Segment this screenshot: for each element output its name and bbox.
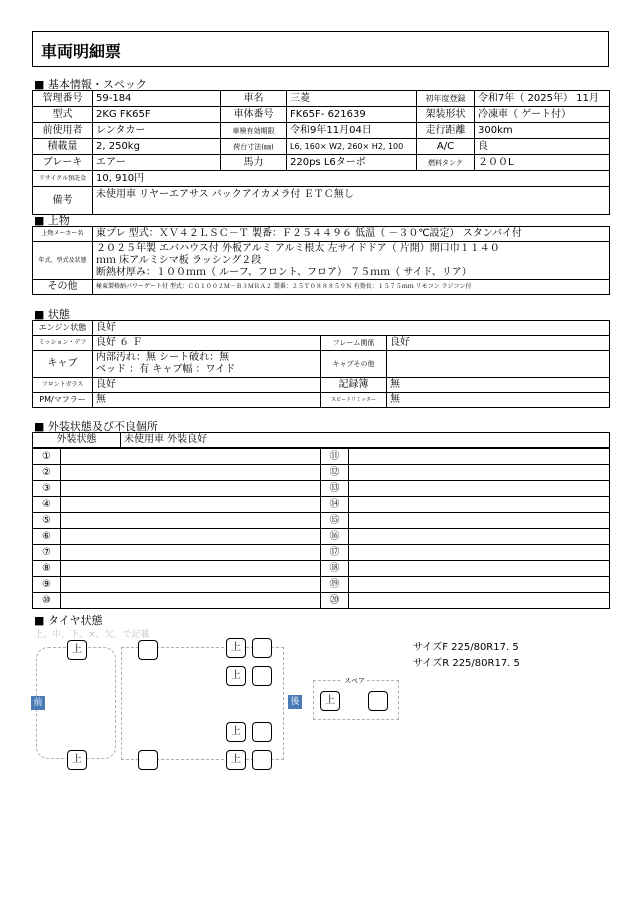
exterior-defect-note	[349, 465, 610, 481]
exterior-defect-number: ⑦	[33, 545, 61, 561]
exterior-defect-note	[349, 529, 610, 545]
exterior-defect-row	[33, 513, 610, 529]
capacity-value: 2, 250kg	[93, 139, 221, 155]
pm-label: PM/マフラー	[33, 393, 93, 408]
condition-table	[32, 320, 610, 408]
exterior-defect-number: ⑭	[321, 497, 349, 513]
cab-other-label: キャブその他	[321, 351, 387, 378]
cab-value	[93, 351, 321, 378]
exterior-defect-number: ⑨	[33, 577, 61, 593]
exterior-defect-note	[61, 497, 321, 513]
exterior-defect-row	[33, 593, 610, 609]
tire-spare-2[interactable]	[368, 691, 388, 711]
tire-rear-left-inner-2[interactable]	[252, 666, 272, 686]
exterior-defect-number: ⑥	[33, 529, 61, 545]
notes-value: 未使用車 リヤーエアサス バックアイカメラ付 ＥＴＣ無し	[93, 187, 610, 215]
inspection-value: 令和9年11月04日	[287, 123, 417, 139]
exterior-defect-number: ⑤	[33, 513, 61, 529]
exterior-defect-note	[349, 513, 610, 529]
tire-rear-left-inner[interactable]: 上	[226, 666, 246, 686]
body-type-label: 架装形状	[417, 107, 475, 123]
front-marker: 前	[31, 696, 45, 710]
exterior-defect-note	[349, 577, 610, 593]
tire-rear-right-outer[interactable]: 上	[226, 750, 246, 770]
section-condition-heading: ■ 状態	[34, 308, 70, 321]
exterior-defect-number: ⑫	[321, 465, 349, 481]
exterior-defect-note	[61, 465, 321, 481]
chassis-label: 車体番号	[221, 107, 287, 123]
exterior-defect-row	[33, 481, 610, 497]
prev-user-label: 前使用者	[33, 123, 93, 139]
model-value: 2KG FK65F	[93, 107, 221, 123]
body-other-label: その他	[33, 280, 93, 295]
body-year-line2: ｍｍ 床アルミシマ板 ラッシング２段	[96, 254, 262, 266]
exterior-defect-number: ⑮	[321, 513, 349, 529]
mileage-value: 300km	[475, 123, 610, 139]
bed-outline	[121, 647, 284, 760]
exterior-defect-number: ③	[33, 481, 61, 497]
body-table	[32, 226, 610, 295]
notes-label: 備考	[33, 187, 93, 215]
record-label: 記録簿	[321, 378, 387, 393]
ac-label: A/C	[417, 139, 475, 155]
recycle-label: リサイクル預託金	[33, 171, 93, 187]
spare-label: スペア	[344, 677, 365, 685]
exterior-value: 未使用車 外装良好	[121, 433, 610, 448]
body-year-label: 年式、型式及状態	[33, 242, 93, 280]
bed-size-label: 荷台寸法(㎜)	[221, 139, 287, 155]
tire-front-left[interactable]: 上	[67, 640, 87, 660]
mission-value: 良好 ６ Ｆ	[93, 336, 321, 351]
exterior-defect-number: ⑯	[321, 529, 349, 545]
fuel-label: 燃料タンク	[417, 155, 475, 171]
exterior-defect-number: ⑱	[321, 561, 349, 577]
exterior-defect-grid	[32, 448, 610, 609]
body-type-value: 冷凍車（ ゲート付）	[475, 107, 610, 123]
inspection-label: 車検有効期限	[221, 123, 287, 139]
exterior-defect-row	[33, 449, 610, 465]
brake-label: ブレーキ	[33, 155, 93, 171]
ac-value: 良	[475, 139, 610, 155]
exterior-label: 外装状態	[33, 433, 121, 448]
section-body-heading: ■ 上物	[34, 214, 70, 227]
chassis-value: FK65F- 621639	[287, 107, 417, 123]
body-maker-label: 上物メーカー名	[33, 227, 93, 242]
exterior-defect-note	[349, 593, 610, 609]
rear-marker: 後	[288, 695, 302, 709]
body-maker-value: 東プレ 型式：ＸＶ４２ＬＳＣ－Ｔ 製番：Ｆ２５４４９６ 低温（ －３０℃設定） スタンバイ付	[93, 227, 610, 242]
exterior-defect-number: ⑧	[33, 561, 61, 577]
exterior-defect-note	[349, 497, 610, 513]
exterior-defect-number: ⑩	[33, 593, 61, 609]
exterior-defect-note	[61, 513, 321, 529]
engine-label: エンジン状態	[33, 321, 93, 336]
pm-value: 無	[93, 393, 321, 408]
engine-value: 良好	[93, 321, 610, 336]
title-box	[32, 31, 609, 67]
tire-rear-left-outer-2[interactable]	[252, 638, 272, 658]
exterior-defect-note	[349, 449, 610, 465]
frame-label: フレーム関係	[321, 336, 387, 351]
exterior-defect-number: ④	[33, 497, 61, 513]
exterior-defect-row	[33, 497, 610, 513]
model-label: 型式	[33, 107, 93, 123]
power-value: 220ps L6ターボ	[287, 155, 417, 171]
exterior-defect-note	[61, 561, 321, 577]
tire-size-rear: サイズR 225/80R17. 5	[413, 658, 520, 669]
tire-hint: 上、中、下、×、欠、で記載	[34, 630, 150, 640]
exterior-header-table	[32, 432, 610, 448]
exterior-defect-number: ⑪	[321, 449, 349, 465]
brake-value: エアー	[93, 155, 221, 171]
exterior-defect-note	[61, 449, 321, 465]
exterior-defect-number: ⑲	[321, 577, 349, 593]
first-reg-label: 初年度登録	[417, 91, 475, 107]
capacity-label: 積載量	[33, 139, 93, 155]
body-year-line3: 断熱材厚み：１００ｍｍ（ ルーフ、フロント、フロア） ７５ｍｍ（ サイド、リア）	[96, 266, 472, 278]
exterior-defect-note	[349, 481, 610, 497]
tire-rear-right-inner-2[interactable]	[252, 722, 272, 742]
body-other-value: 極東製格納パワーゲート付 型式：ＣＧ１００２Ｍ－Ｂ３ＭＲＡ２ 製番：２５Ｔ０８８８５９Ｎ 有効長：１５７５ｍｍ リモコン ラジコン付	[93, 280, 610, 295]
tire-mid-right[interactable]	[138, 750, 158, 770]
record-value: 無	[387, 378, 610, 393]
body-year-line1: ２０２５年製 エバハウス付 外板アルミ アルミ根太 左サイドドア（ 片開）開口巾１１４０	[96, 242, 500, 254]
tire-mid-left[interactable]	[138, 640, 158, 660]
recycle-value: 10, 910円	[93, 171, 610, 187]
exterior-defect-note	[349, 545, 610, 561]
mgmt-value: 59-184	[93, 91, 221, 107]
section-exterior-heading: ■ 外装状態及び不良個所	[34, 420, 158, 433]
cab-label: キャブ	[33, 351, 93, 378]
exterior-defect-note	[61, 577, 321, 593]
bed-size-value: L6, 160× W2, 260× H2, 100	[287, 139, 417, 155]
exterior-defect-note	[61, 593, 321, 609]
tire-rear-right-inner[interactable]: 上	[226, 722, 246, 742]
cab-outline	[36, 647, 116, 759]
mgmt-label: 管理番号	[33, 91, 93, 107]
exterior-defect-number: ⑰	[321, 545, 349, 561]
cab-line1: 内部汚れ：無 シート破れ：無	[96, 352, 230, 363]
prev-user-value: レンタカー	[93, 123, 221, 139]
tire-rear-left-outer[interactable]: 上	[226, 638, 246, 658]
cab-other-value	[387, 351, 610, 378]
glass-value: 良好	[93, 378, 321, 393]
basic-info-table	[32, 90, 610, 215]
speed-value: 無	[387, 393, 610, 408]
exterior-defect-note	[61, 481, 321, 497]
exterior-defect-number: ⑬	[321, 481, 349, 497]
maker-value: 三菱	[287, 91, 417, 107]
speed-label: スピードリミッター	[321, 393, 387, 408]
mission-label: ミッション・デフ	[33, 336, 93, 351]
page-title: 車両明細票	[41, 42, 122, 61]
section-basic-heading: ■ 基本情報・スペック	[34, 78, 147, 91]
exterior-defect-row	[33, 577, 610, 593]
frame-value: 良好	[387, 336, 610, 351]
exterior-defect-row	[33, 529, 610, 545]
tire-size-front: サイズF 225/80R17. 5	[413, 642, 519, 653]
exterior-defect-number: ⑳	[321, 593, 349, 609]
fuel-value: ２００L	[475, 155, 610, 171]
section-tire-heading: ■ タイヤ状態	[34, 614, 103, 627]
body-year-value	[93, 242, 610, 280]
exterior-defect-row	[33, 545, 610, 561]
exterior-defect-row	[33, 465, 610, 481]
exterior-defect-number: ②	[33, 465, 61, 481]
exterior-defect-number: ①	[33, 449, 61, 465]
tire-rear-right-outer-2[interactable]	[252, 750, 272, 770]
first-reg-value: 令和7年（ 2025年） 11月	[475, 91, 610, 107]
tire-spare-1[interactable]: 上	[320, 691, 340, 711]
exterior-defect-note	[61, 529, 321, 545]
mileage-label: 走行距離	[417, 123, 475, 139]
power-label: 馬力	[221, 155, 287, 171]
exterior-defect-note	[349, 561, 610, 577]
glass-label: フロントガラス	[33, 378, 93, 393]
maker-label: 車名	[221, 91, 287, 107]
exterior-defect-row	[33, 561, 610, 577]
tire-front-right[interactable]: 上	[67, 750, 87, 770]
exterior-defect-note	[61, 545, 321, 561]
cab-line2: ベッド ：有 キャブ幅 ：ワイド	[96, 364, 236, 375]
